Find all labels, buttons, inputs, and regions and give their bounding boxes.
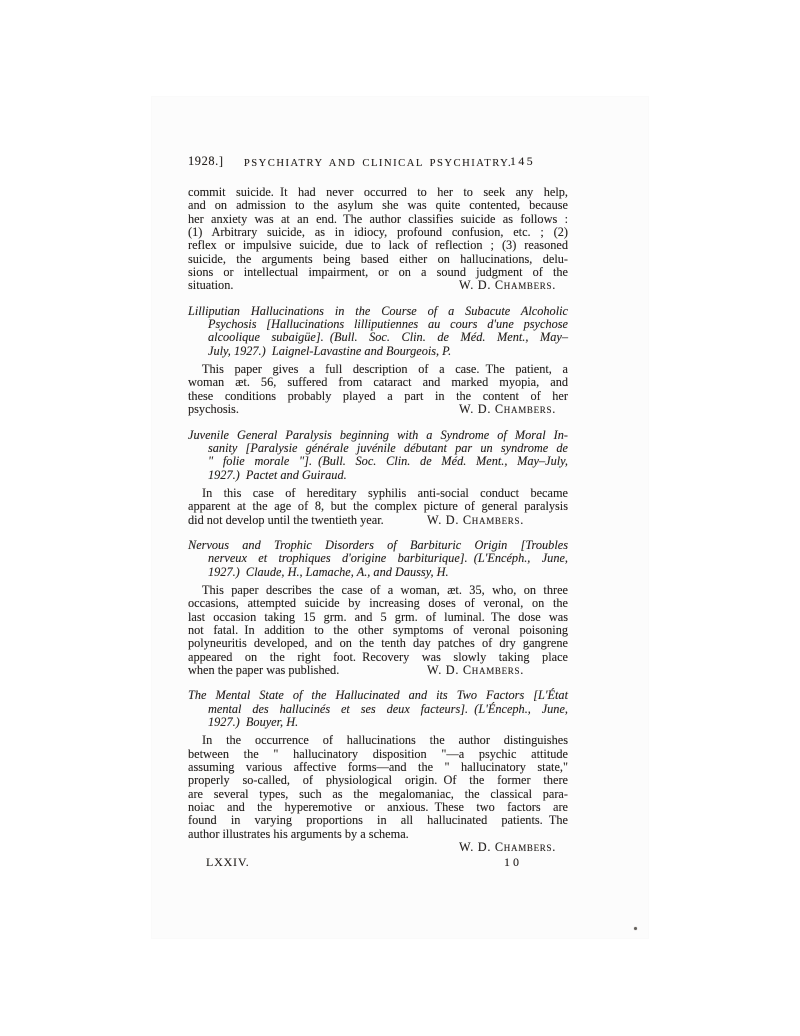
text-line: are several types, such as the megalomaniac, the classical para- <box>188 786 568 801</box>
text-line: last occasion taking 15 grm. and 5 grm. of luminal. The dose was <box>188 609 568 624</box>
text-line: appeared on the right foot. Recovery was slowly taking place <box>188 649 568 664</box>
header-journal-title: PSYCHIATRY AND CLINICAL PSYCHIATRY. <box>243 157 513 169</box>
text-line: Nervous and Trophic Disorders of Barbituric Origin [Troubles <box>188 537 568 552</box>
abstract-paragraph <box>188 186 568 293</box>
text-line: author illustrates his arguments by a schema. <box>188 826 409 841</box>
text-line: her anxiety was at an end. The author classifies suicide as follows : <box>188 211 568 226</box>
text-line <box>188 403 568 416</box>
text-line <box>188 841 568 854</box>
abstract-heading <box>188 539 568 579</box>
text-line: and on admission to the asylum she was quite contented, because <box>188 198 568 213</box>
abstract-paragraph <box>188 363 568 416</box>
text-line: occasions, attempted suicide by increasing doses of veronal, on the <box>188 596 568 611</box>
text-line <box>188 664 568 677</box>
text-line: alcoolique subaigüe]. (Bull. Soc. Clin. de Méd. Ment., May– <box>208 330 568 345</box>
footer-printers-mark: 10 <box>504 855 522 870</box>
text-line: 1927.) Claude, H., Lamache, A., and Daussy, H. <box>208 564 449 579</box>
text-line <box>188 514 568 527</box>
text-line: In the occurrence of hallucinations the author distinguishes <box>202 733 568 748</box>
page-content <box>188 186 568 854</box>
abstract-paragraph <box>188 487 568 527</box>
text-line: assuming various affective forms—and the " hallucinatory state," <box>188 760 568 775</box>
text-line: not fatal. In addition to the other symptoms of veronal poisoning <box>188 622 568 637</box>
text-line <box>188 279 568 292</box>
scanned-page <box>152 97 648 938</box>
text-line: In this case of hereditary syphilis anti-social conduct became <box>202 485 568 500</box>
text-column <box>188 155 568 871</box>
text-line-fragment: situation. <box>188 278 234 293</box>
text-line-fragment: psychosis. <box>188 402 239 417</box>
text-line: sions or intellectual impairment, or on a sound judgment of the <box>188 265 568 280</box>
footer-volume-label: LXXIV. <box>206 855 250 870</box>
header-page-number: 145 <box>510 154 536 168</box>
text-line: This paper describes the case of a woman, æt. 35, who, on three <box>202 582 568 597</box>
text-line: found in varying proportions in all hallucinated patients. The <box>188 813 568 828</box>
text-line: (1) Arbitrary suicide, as in idiocy, profound confusion, etc. ; (2) <box>188 225 568 240</box>
abstract-heading <box>188 689 568 729</box>
text-line: between the " hallucinatory disposition "—a psychic attitude <box>188 746 568 761</box>
abstract-paragraph <box>188 584 568 677</box>
text-line: sanity [Paralysie générale juvénile débutant par un syndrome de <box>208 440 568 455</box>
text-line: The Mental State of the Hallucinated and its Two Factors [L'État <box>188 688 568 703</box>
text-line: Juvenile General Paralysis beginning with a Syndrome of Moral In- <box>188 427 568 442</box>
text-line: polyneuritis developed, and on the tenth day patches of dry gangrene <box>188 636 568 651</box>
ink-dot-artifact <box>634 927 637 930</box>
abstract-heading <box>188 429 568 482</box>
text-line-fragment: when the paper was published. <box>188 663 340 677</box>
text-line: apparent at the age of 8, but the complex picture of general paralysis <box>188 499 568 514</box>
text-line: properly so-called, of physiological origin. Of the former there <box>188 773 568 788</box>
abstract-heading <box>188 305 568 358</box>
text-line: reflex or impulsive suicide, due to lack of reflection ; (3) reasoned <box>188 238 568 253</box>
text-line-fragment: did not develop until the twentieth year. <box>188 512 384 527</box>
text-line: suicide, the arguments being based either on hallucinations, delu- <box>188 251 568 266</box>
text-line: 1927.) Bouyer, H. <box>208 715 299 730</box>
text-line: nerveux et trophiques d'origine barbiturique]. (L'Encéph., June, <box>208 551 568 566</box>
text-line: woman æt. 56, suffered from cataract and marked myopia, and <box>188 375 568 390</box>
text-line: commit suicide. It had never occurred to her to seek any help, <box>188 185 568 199</box>
text-line: mental des hallucinés et ses deux facteurs]. (L'Énceph., June, <box>208 701 568 716</box>
text-line: This paper gives a full description of a case. The patient, a <box>202 362 568 377</box>
text-line: Lilliputian Hallucinations in the Course of a Subacute Alcoholic <box>188 303 568 318</box>
author-signature: W. D. Chambers. <box>459 278 556 293</box>
text-line: July, 1927.) Laignel-Lavastine and Bourgeois, P. <box>208 343 452 358</box>
header-year-label: 1928.] <box>188 154 224 168</box>
text-line: 1927.) Pactet and Guiraud. <box>208 467 347 482</box>
text-line: " folie morale "]. (Bull. Soc. Clin. de Méd. Ment., May–July, <box>208 454 568 469</box>
author-signature: W. D. Chambers. <box>459 402 556 417</box>
author-signature: W. D. Chambers. <box>427 512 524 527</box>
running-head <box>188 155 568 170</box>
text-line: noiac and the hyperemotive or anxious. These two factors are <box>188 800 568 815</box>
text-line: these conditions probably played a part in the content of her <box>188 388 568 403</box>
page-footer <box>188 856 568 871</box>
author-signature: W. D. Chambers. <box>459 840 556 855</box>
abstract-paragraph <box>188 734 568 854</box>
author-signature: W. D. Chambers. <box>427 663 524 677</box>
text-line: Psychosis [Hallucinations lilliputiennes au cours d'une psychose <box>208 317 568 332</box>
